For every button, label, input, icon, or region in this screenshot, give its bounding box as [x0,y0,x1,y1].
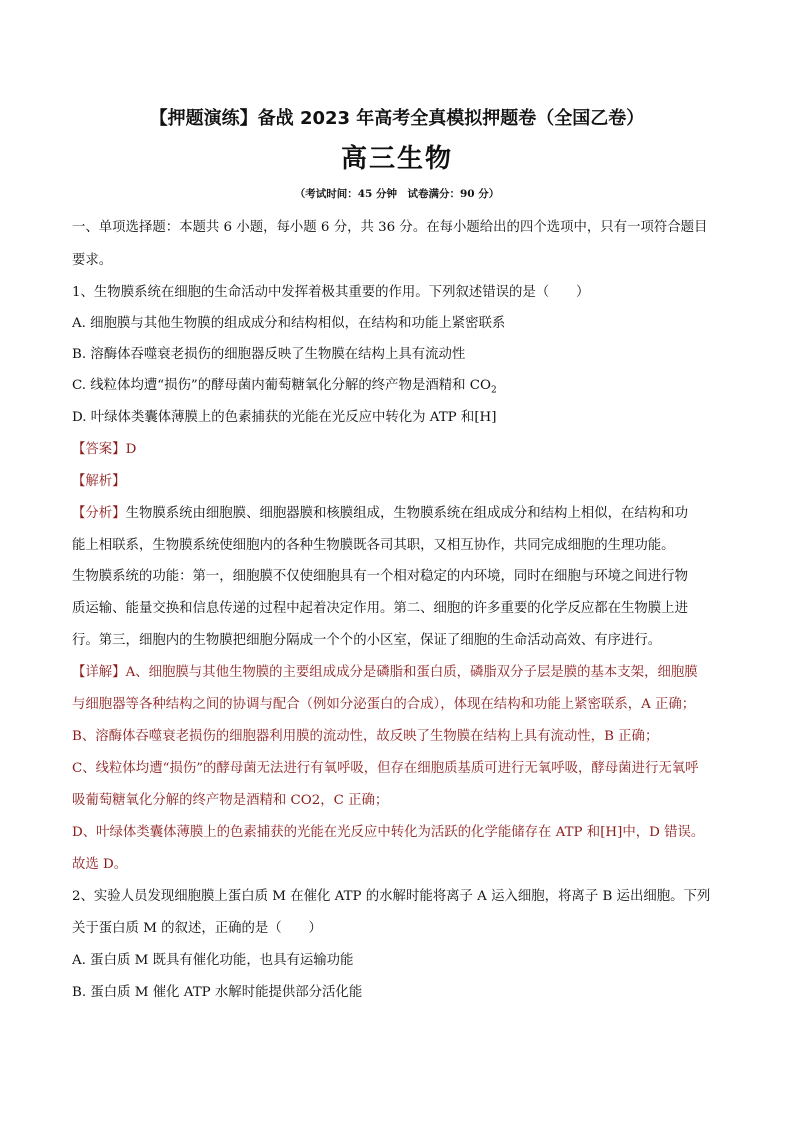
question-1-option-c [72,377,497,400]
fenxi-line1 [72,505,688,523]
question-2-option-b: B. 蛋白质 M 催化 ATP 水解时能提供部分活化能 [72,985,363,1000]
detail-tag: 【详解】 [72,665,126,680]
exam-info: （考试时间：45 分钟 试卷满分：90 分） [294,188,500,200]
question-1-option-d: D. 叶绿体类囊体薄膜上的色素捕获的光能在光反应中转化为 ATP 和[H] [72,410,497,425]
detail-line2: 与细胞器等各种结构之间的协调与配合（例如分泌蛋白的合成），体现在结构和功能上紧密联系，A 正确； [72,697,696,712]
detail-line5: 吸葡萄糖氧化分解的终产物是酒精和 CO2，C 正确； [72,793,389,808]
analysis-tag: 【解析】 [72,474,126,489]
section-heading-line2: 要求。 [72,253,113,268]
fenxi-line2: 能上相联系，生物膜系统使细胞内的各种生物膜既各司其职，又相互协作，共同完成细胞的生理功能。 [72,538,675,553]
option-c-subscript: 2 [491,385,497,396]
detail-line4: C、线粒体均遭“损伤”的酵母菌无法进行有氧呼吸，但存在细胞质基质可进行无氧呼吸，酵母菌进行无氧呼 [72,761,699,776]
detail-line3: B、溶酶体吞噬衰老损伤的细胞器利用膜的流动性，故反映了生物膜在结构上具有流动性，B 正确； [72,729,659,744]
detail-line7: 故选 D。 [72,857,128,872]
function-line2: 质运输、能量交换和信息传递的过程中起着决定作用。第二、细胞的许多重要的化学反应都在生物膜上进 [72,601,688,616]
question-2-option-a: A. 蛋白质 M 既具有催化功能，也具有运输功能 [72,953,354,968]
fenxi-text: 生物膜系统由细胞膜、细胞器膜和核膜组成，生物膜系统在组成成分和结构上相似，在结构和功 [125,506,688,521]
question-2-stem-line2: 关于蛋白质 M 的叙述，正确的是（ ） [72,921,322,936]
option-c-text: C. 线粒体均遭“损伤”的酵母菌内葡萄糖氧化分解的终产物是酒精和 CO [72,378,491,393]
answer-tag: 【答案】 [72,442,126,457]
section-heading-line1: 一、单项选择题：本题共 6 小题，每小题 6 分，共 36 分。在每小题给出的四个选项中，只有一项符合题目 [72,220,708,235]
question-1-option-b: B. 溶酶体吞噬衰老损伤的细胞器反映了生物膜在结构上具有流动性 [72,347,466,362]
function-line1: 生物膜系统的功能：第一，细胞膜不仅使细胞具有一个相对稳定的内环境，同时在细胞与环境之间进行物 [72,569,688,584]
fenxi-tag: 【分析】 [72,506,126,521]
question-1-option-a: A. 细胞膜与其他生物膜的组成成分和结构相似，在结构和功能上紧密联系 [72,316,506,331]
exam-title: 【押题演练】备战 2023 年高考全真模拟押题卷（全国乙卷） [149,108,645,129]
question-1-stem: 1、生物膜系统在细胞的生命活动中发挥着极其重要的作用。下列叙述错误的是（ ） [72,285,590,300]
detail-text: A、细胞膜与其他生物膜的主要组成成分是磷脂和蛋白质，磷脂双分子层是膜的基本支架，细胞膜 [125,665,698,680]
question-2-stem-line1: 2、实验人员发现细胞膜上蛋白质 M 在催化 ATP 的水解时能将离子 A 运入细胞，将离子 B 运出细胞。下列 [72,889,711,904]
detail-line1 [72,664,698,682]
subject-title: 高三生物 [340,144,453,174]
function-line3: 行。第三，细胞内的生物膜把细胞分隔成一个个的小区室，保证了细胞的生命活动高效、有序进行。 [72,633,662,648]
detail-line6: D、叶绿体类囊体薄膜上的色素捕获的光能在光反应中转化为活跃的化学能储存在 ATP 和[H]中，D 错误。 [72,825,705,840]
answer-value: D [125,442,137,457]
answer-line [72,441,136,459]
